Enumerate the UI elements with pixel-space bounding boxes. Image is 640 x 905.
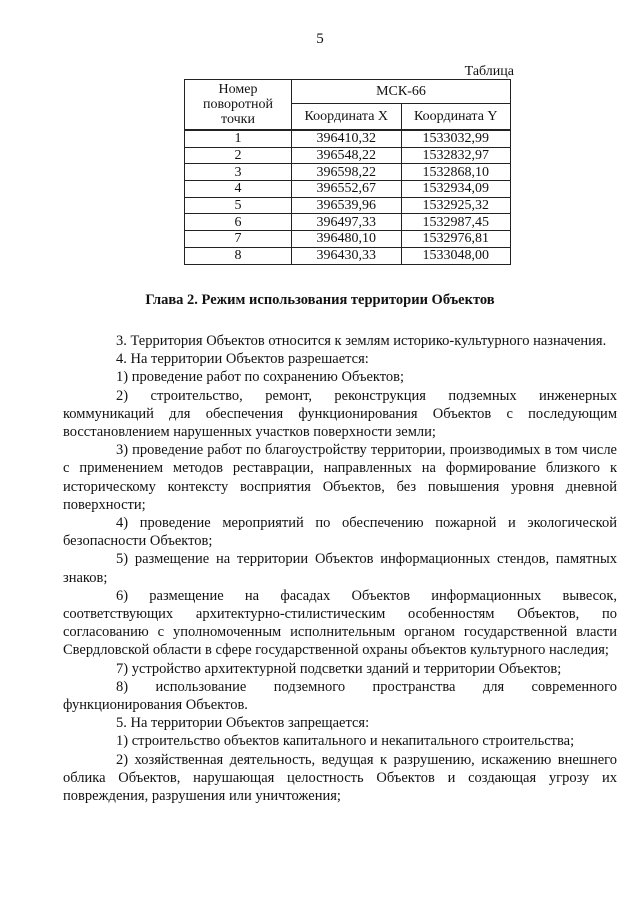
paragraph: 4. На территории Объектов разрешается:	[116, 351, 369, 368]
table-row	[185, 197, 511, 214]
point-header-line-3: точки	[221, 112, 255, 127]
paragraph: 5. На территории Объектов запрещается:	[116, 715, 370, 732]
x-cell: 396539,96	[292, 197, 402, 214]
x-coordinate-header: Координата X	[292, 103, 402, 130]
y-cell: 1532976,81	[401, 231, 511, 248]
chapter-title: Глава 2. Режим использования территории Объектов	[145, 292, 495, 308]
point-cell: 6	[185, 214, 292, 231]
paragraph: 2) строительство, ремонт, реконструкция подземных инженерных коммуникаций для обеспечения функционирования Объектов с последующим восстановлением нарушенных участков поверхности земли;	[63, 387, 617, 441]
x-cell: 396598,22	[292, 164, 402, 181]
x-cell: 396548,22	[292, 147, 402, 164]
paragraph: 4) проведение мероприятий по обеспечению пожарной и экологической безопасности Объектов;	[63, 515, 617, 550]
table-row	[185, 181, 511, 198]
y-cell: 1532868,10	[401, 164, 511, 181]
page-number: 5	[316, 31, 324, 47]
point-cell: 5	[185, 197, 292, 214]
table-row	[185, 247, 511, 264]
x-cell: 396480,10	[292, 231, 402, 248]
point-cell: 1	[185, 130, 292, 147]
point-cell: 8	[185, 247, 292, 264]
paragraph: 1) строительство объектов капитального и некапитального строительства;	[116, 733, 575, 750]
point-cell: 7	[185, 231, 292, 248]
y-cell: 1532925,32	[401, 197, 511, 214]
table-row	[185, 147, 511, 164]
point-header-line-1: Номер	[218, 82, 258, 97]
table-caption: Таблица	[464, 64, 514, 79]
paragraph: 1) проведение работ по сохранению Объектов;	[116, 369, 405, 386]
table-row	[185, 214, 511, 231]
point-cell: 4	[185, 181, 292, 198]
point-cell: 2	[185, 147, 292, 164]
paragraph: 3. Территория Объектов относится к землям историко-культурного назначения.	[116, 333, 607, 349]
paragraph: 2) хозяйственная деятельность, ведущая к разрушению, искажению внешнего облика Объектов, нарушающая целостность Объектов и создающая угрозу их повреждения, разрушения или уничтожения;	[63, 751, 617, 805]
paragraph: 7) устройство архитектурной подсветки зданий и территории Объектов;	[116, 660, 562, 677]
paragraph: 8) использование подземного пространства для современного функционирования Объектов.	[63, 678, 617, 714]
x-cell: 396430,33	[292, 247, 402, 264]
y-coordinate-header: Координата Y	[401, 103, 511, 130]
table-row	[185, 231, 511, 248]
coordinate-system-header: МСК-66	[292, 80, 511, 104]
x-cell: 396410,32	[292, 130, 402, 147]
y-cell: 1532934,09	[401, 181, 511, 198]
y-cell: 1532987,45	[401, 214, 511, 231]
coordinates-table	[184, 79, 511, 265]
x-cell: 396497,33	[292, 214, 402, 231]
x-cell: 396552,67	[292, 181, 402, 198]
y-cell: 1532832,97	[401, 147, 511, 164]
paragraph: 3) проведение работ по благоустройству территории, производимых в том числе с применением методов реставрации, направленных на формирование близкого к историческому контексту восприятия Объектов, без повышения уровня дневной поверхности;	[63, 442, 617, 513]
paragraph: 6) размещение на фасадах Объектов информационных вывесок, соответствующих архитектурно-стилистическим особенностям Объектов, по согласованию с уполномоченным исполнительным органом государственной власти Свердловской области в сфере государственной охраны объектов культурного наследия;	[63, 587, 617, 659]
table-row	[185, 164, 511, 181]
point-cell: 3	[185, 164, 292, 181]
y-cell: 1533032,99	[401, 130, 511, 147]
point-number-header	[185, 80, 292, 131]
table-row	[185, 130, 511, 147]
y-cell: 1533048,00	[401, 247, 511, 264]
point-header-line-2: поворотной	[203, 97, 273, 112]
body-text	[63, 332, 617, 805]
paragraph: 5) размещение на территории Объектов информационных стендов, памятных знаков;	[63, 551, 617, 586]
